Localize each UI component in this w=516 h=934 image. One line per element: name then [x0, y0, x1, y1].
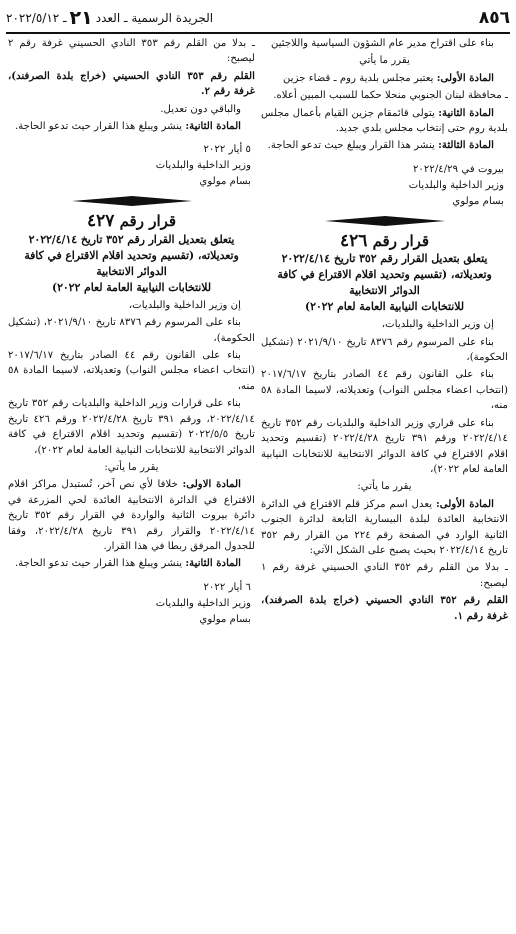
article-heading: المادة الثالثة: [438, 139, 494, 152]
decides-heading: يقرر ما يأتي: [104, 461, 159, 473]
section-divider [8, 194, 255, 208]
gazette-name: الجريدة الرسمية ـ العدد [95, 11, 214, 25]
decree-subject: يتعلق بتعديل القرار رقم ٣٥٢ تاريخ ٢٠٢٢/٤/١٤ وتعديلاته، (تقسيم وتحديد اقلام الاقتراع في كافة الدوائر الانتخابية للانتخابات النيابية العامة لعام ٢٠٢٢) [24, 232, 239, 294]
signature-name: بسام مولوي [199, 176, 251, 188]
decides-heading: يقرر ما يأتي: [357, 481, 412, 493]
article-text: خلافا لأي نص آخر، تُستبدل مراكز اقلام الاقتراع في الدائرة الانتخابية العائدة لحي المزرعة في دائرة بيروت الثانية والواردة في القرار رقم ٣٥٢ تاريخ ٢٠٢٢/٤/١٤ والقرار رقم ٣٩١ تاريخ ٢٠٢٢/٤/٢٨، وفقا للجدول المرفق ربطا في هذا القرار. [8, 479, 255, 552]
decree-subject: يتعلق بتعديل القرار رقم ٣٥٢ تاريخ ٢٠٢٢/٤/١٤ وتعديلاته، (تقسيم وتحديد اقلام الاقتراع في كافة الدوائر الانتخابية للانتخابات النيابية العامة لعام ٢٠٢٢) [277, 252, 492, 314]
article-1 [261, 71, 508, 86]
signature-role: وزير الداخلية والبلديات [155, 160, 251, 172]
article-text: يعدل اسم مركز قلم الاقتراع في الدائرة الانتخابية العائدة لبلدة البيسارية التابعة لدائرة الجنوب الثانية الوارد في الصفحة رقم ٢٢٤ من القرار رقم ٣٥٢ تاريخ ٢٠٢٢/٤/١٤ بحيث يصبح على الشكل الآتي: [261, 498, 508, 556]
article-heading: المادة الاولى: [182, 478, 241, 491]
paragraph: إن وزير الداخلية والبلديات، [128, 299, 241, 311]
article-heading: المادة الثانية: [185, 120, 241, 133]
paragraph: بناء على المرسوم رقم ٨٣٧٦ تاريخ ٢٠٢١/٩/١٠، (تشكيل الحكومة)، [8, 317, 255, 344]
signature-date: ٥ أيار ٢٠٢٢ [203, 144, 251, 156]
section-divider [261, 214, 508, 228]
paragraph: والباقي دون تعديل. [160, 103, 241, 115]
article-1 [261, 497, 508, 559]
page-number: ٨٥٦ [478, 8, 510, 28]
article-text: يعتبر مجلس بلدية روم ـ قضاء جزين [283, 72, 434, 84]
article-bold-line: القلم رقم ٣٥٢ النادي الحسيني (خراج بلدة الصرفند)، غرفة رقم ١. [261, 594, 508, 622]
gazette-masthead [6, 7, 213, 29]
article-text: ينشر ويبلغ هذا القرار حيث تدعو الحاجة. [14, 558, 183, 570]
signature-date: بيروت في ٢٠٢٢/٤/٢٩ [412, 163, 504, 175]
signature-role: وزير الداخلية والبلديات [155, 597, 251, 609]
left-column [8, 36, 255, 930]
article-heading: المادة الأولى: [436, 71, 494, 84]
decides-heading: يقرر ما يأتي [359, 55, 410, 67]
decree-number: ٤٢٦ [339, 230, 368, 251]
right-column [261, 36, 508, 930]
signature-block [8, 580, 251, 628]
article-2 [8, 556, 255, 571]
article-2 [261, 106, 508, 137]
signature-name: بسام مولوي [199, 613, 251, 625]
article-heading: المادة الثانية: [438, 106, 494, 119]
article-bullet: ـ محافظة لبنان الجنوبي منحلا حكما للسبب المبين أعلاه. [273, 90, 508, 102]
issue-date: ـ ٢٠٢٢/٥/١٢ [6, 11, 67, 25]
article-text: ينشر ويبلغ هذا القرار حيث تدعو الحاجة. [14, 121, 183, 133]
article-bold-line: القلم رقم ٣٥٣ النادي الحسيني (خراج بلدة الصرفند)، غرفة رقم ٢. [8, 69, 255, 98]
paragraph: بناء على قراري وزير الداخلية والبلديات رقم ٣٥٢ تاريخ ٢٠٢٢/٤/١٤ ورقم ٣٩١ تاريخ ٢٠٢٢/٤/٢٨ (تقسيم وتحديد اقلام الاقتراع في كافة الدوائر الانتخابية للانتخابات النيابية العامة لعام ٢٠٢٢)، [261, 417, 508, 475]
issue-number: ٢١ [69, 7, 93, 29]
signature-block [8, 142, 251, 190]
paragraph: بناء على اقتراح مدير عام الشؤون السياسية واللاجئين [270, 38, 494, 49]
article-text: يتولى قائمقام جزين القيام بأعمال مجلس بلدية روم حتى إنتخاب مجلس بلدي جديد. [261, 107, 508, 135]
article-heading: المادة الثانية: [185, 557, 241, 570]
signature-date: ٦ أيار ٢٠٢٢ [203, 581, 251, 593]
paragraph: بناء على القانون رقم ٤٤ الصادر بتاريخ ٢٠١٧/٦/١٧ (انتخاب اعضاء مجلس النواب) وتعديلاته، لاسيما المادة ٥٨ منه، [8, 350, 255, 392]
article-bullet: ـ بدلا من القلم رقم ٣٥٣ النادي الحسيني غرفة رقم ٢ ليصبح: [8, 38, 255, 65]
article-bullet: ـ بدلا من القلم رقم ٣٥٢ النادي الحسيني غرفة رقم ١ ليصبح: [261, 562, 508, 589]
paragraph: بناء على القانون رقم ٤٤ الصادر بتاريخ ٢٠١٧/٦/١٧ (انتخاب اعضاء مجلس النواب) وتعديلاته، لاسيما المادة ٥٨ منه، [261, 369, 508, 412]
signature-role: وزير الداخلية والبلديات [408, 179, 504, 191]
article-2 [8, 119, 255, 134]
decree-title: قرار رقم ٤٢٧ [86, 211, 177, 232]
article-text: ينشر هذا القرار ويبلغ حيث تدعو الحاجة. [267, 140, 435, 152]
article-heading: المادة الأولى: [436, 497, 494, 510]
paragraph: بناء على قرارات وزير الداخلية والبلديات رقم ٣٥٢ تاريخ ٢٠٢٢/٤/١٤، ورقم ٣٩١ تاريخ ٢٠٢٢/٤/٢٨ ورقم ٤٢٦ تاريخ تاريخ ٢٠٢٢/٥/٥ (تقسيم وتحديد اقلام الاقتراع في كافة الدوائر الانتخابية للانتخابات النيابية العامة لعام ٢٠٢٢)، [8, 398, 255, 456]
article-1 [8, 477, 255, 554]
paragraph: إن وزير الداخلية والبلديات، [381, 319, 494, 331]
paragraph: بناء على المرسوم رقم ٨٣٧٦ تاريخ ٢٠٢١/٩/١٠ (تشكيل الحكومة)، [261, 336, 508, 364]
article-3 [261, 138, 508, 153]
page-header [6, 4, 510, 34]
decree-number: ٤٢٧ [86, 211, 115, 232]
decree-title: قرار رقم ٤٢٦ [339, 230, 430, 251]
signature-name: بسام مولوي [452, 195, 504, 207]
signature-block [261, 162, 504, 210]
